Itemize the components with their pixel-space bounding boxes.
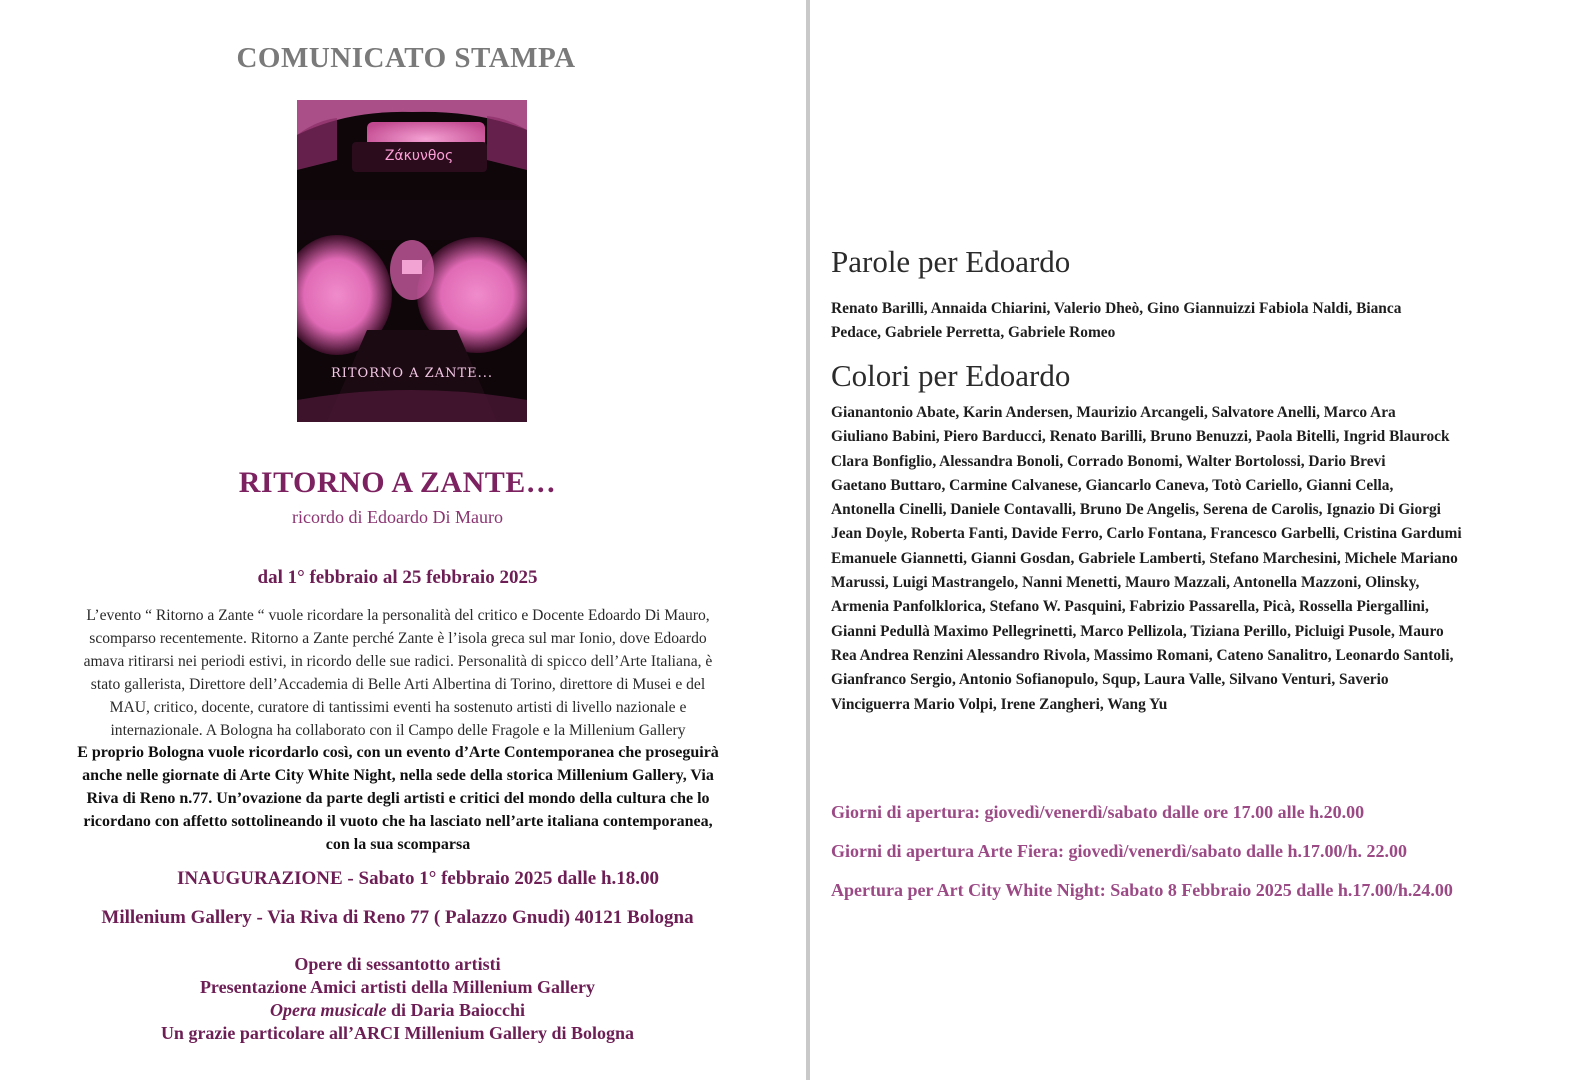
names-line: Renato Barilli, Annaida Chiarini, Valerio Dheò, Gino Giannuizzi Fabiola Naldi, Bianca xyxy=(831,300,1402,317)
event-subtitle: ricordo di Edoardo Di Mauro xyxy=(292,507,503,527)
header-title: COMUNICATO STAMPA xyxy=(236,42,576,74)
names-line: Gaetano Buttaro, Carmine Calvanese, Giancarlo Caneva, Totò Cariello, Gianni Cella, xyxy=(831,476,1394,494)
description-line: L’evento “ Ritorno a Zante “ vuole ricordare la personalità del critico e Docente Edoardo Di Mauro, xyxy=(86,607,710,624)
names-line: Antonella Cinelli, Daniele Contavalli, Bruno De Angelis, Serena de Carolis, Ignazio Di Giorgi xyxy=(831,501,1441,519)
names-line: Armenia Panfolklorica, Stefano W. Pasquini, Fabrizio Passarella, Picà, Rossella Piergallini, xyxy=(831,598,1429,616)
event-title: RITORNO A ZANTE… xyxy=(238,466,557,499)
venue-address: Millenium Gallery - Via Riva di Reno 77 ( Palazzo Gnudi) 40121 Bologna xyxy=(101,907,694,928)
event-description-bold xyxy=(45,741,751,856)
event-description xyxy=(48,604,748,742)
opening-hours-white-night: Apertura per Art City White Night: Sabato 8 Febbraio 2025 dalle h.17.00/h.24.00 xyxy=(831,880,1453,900)
credits xyxy=(0,953,795,1045)
names-line: Gianni Pedullà Maximo Pellegrinetti, Marco Pellizola, Tiziana Perillo, Picluigi Pusole, Mauro xyxy=(831,622,1444,640)
opening-hours-regular: Giorni di apertura: giovedì/venerdì/sabato dalle ore 17.00 alle h.20.00 xyxy=(831,802,1365,822)
description-line: internazionale. A Bologna ha collaborato con il Campo delle Fragole e la Millenium Gallery xyxy=(110,722,686,739)
description-line: MAU, critico, docente, curatore di tantissimi eventi ha sostenuto artisti di livello nazionale e xyxy=(109,699,687,716)
names-line: Jean Doyle, Roberta Fanti, Davide Ferro, Carlo Fontana, Francesco Garbelli, Cristina Gardumi xyxy=(831,525,1462,543)
words-section-title: Parole per Edoardo xyxy=(831,244,1071,279)
cover-sign-text: Ζάκυνθος xyxy=(384,148,454,164)
cover-artwork xyxy=(297,100,527,422)
credits-line-artists: Opere di sessantotto artisti xyxy=(294,954,501,974)
colors-names-list xyxy=(831,401,1561,717)
names-line: Clara Bonfiglio, Alessandra Bonoli, Corrado Bonomi, Walter Bortolossi, Dario Brevi xyxy=(831,452,1386,470)
words-names-list xyxy=(831,297,1561,346)
names-line: Giuliano Babini, Piero Barducci, Renato Barilli, Bruno Benuzzi, Paola Bitelli, Ingrid Blaurock xyxy=(831,428,1450,446)
opening-hours-arte-fiera: Giorni di apertura Arte Fiera: giovedì/venerdì/sabato dalle h.17.00/h. 22.00 xyxy=(831,841,1407,861)
bold-line: anche nelle giornate di Arte City White Night, nella sede della storica Millenium Gallery, Via xyxy=(82,767,714,784)
bold-line: con la sua scomparsa xyxy=(325,836,471,853)
description-line: scomparso recentemente. Ritorno a Zante perché Zante è l’isola greca sul mar Ionio, dove Edoardo xyxy=(89,630,707,647)
bold-line: E proprio Bologna vuole ricordarlo così, con un evento d’Arte Contemporanea che proseguirà xyxy=(77,744,719,761)
names-line: Gianfranco Sergio, Antonio Sofianopulo, Squp, Laura Valle, Silvano Venturi, Saverio xyxy=(831,671,1389,689)
description-line: stato gallerista, Direttore dell’Accademia di Belle Arti Albertina di Torino, direttore di Musei e del xyxy=(90,676,706,693)
names-line: Pedace, Gabriele Perretta, Gabriele Romeo xyxy=(831,324,1116,342)
names-line: Rea Andrea Renzini Alessandro Rivola, Massimo Romani, Cateno Sanalitro, Leonardo Santoli, xyxy=(831,646,1454,664)
music-author: di Daria Baiocchi xyxy=(386,1000,525,1020)
credits-line-presentation: Presentazione Amici artisti della Millenium Gallery xyxy=(199,977,596,997)
names-line: Emanuele Giannetti, Gianni Gosdan, Gabriele Lamberti, Stefano Marchesini, Michele Mariano xyxy=(831,549,1458,567)
bold-line: Riva di Reno n.77. Un’ovazione da parte degli artisti e critici del mondo della cultura che lo xyxy=(86,790,710,807)
description-line: amava ritirarsi nei periodi estivi, in ricordo delle sue radici. Personalità di spicco dell’Arte Italiana, è xyxy=(83,653,713,670)
names-line: Vinciguerra Mario Volpi, Irene Zangheri, Wang Yu xyxy=(831,695,1168,713)
names-line: Gianantonio Abate, Karin Andersen, Maurizio Arcangeli, Salvatore Anelli, Marco Ara xyxy=(831,404,1396,421)
names-line: Marussi, Luigi Mastrangelo, Nanni Menetti, Mauro Mazzali, Antonella Mazzoni, Olinsky, xyxy=(831,574,1420,592)
credits-line-music xyxy=(0,999,795,1022)
inauguration-info: INAUGURAZIONE - Sabato 1° febbraio 2025 dalle h.18.00 xyxy=(176,868,660,889)
credits-line-thanks: Un grazie particolare all’ARCI Millenium Gallery di Bologna xyxy=(160,1023,635,1043)
cover-caption: RITORNO A ZANTE... xyxy=(330,366,494,381)
bold-line: ricordano con affetto sottolineando il vuoto che ha lasciato nell’arte italiana contemporanea, xyxy=(83,813,713,830)
artists-page xyxy=(810,0,1570,1080)
music-italic: Opera musicale xyxy=(270,1000,387,1020)
event-dates: dal 1° febbraio al 25 febbraio 2025 xyxy=(257,567,538,588)
colors-section-title: Colori per Edoardo xyxy=(831,358,1071,393)
cover-image xyxy=(297,100,527,422)
